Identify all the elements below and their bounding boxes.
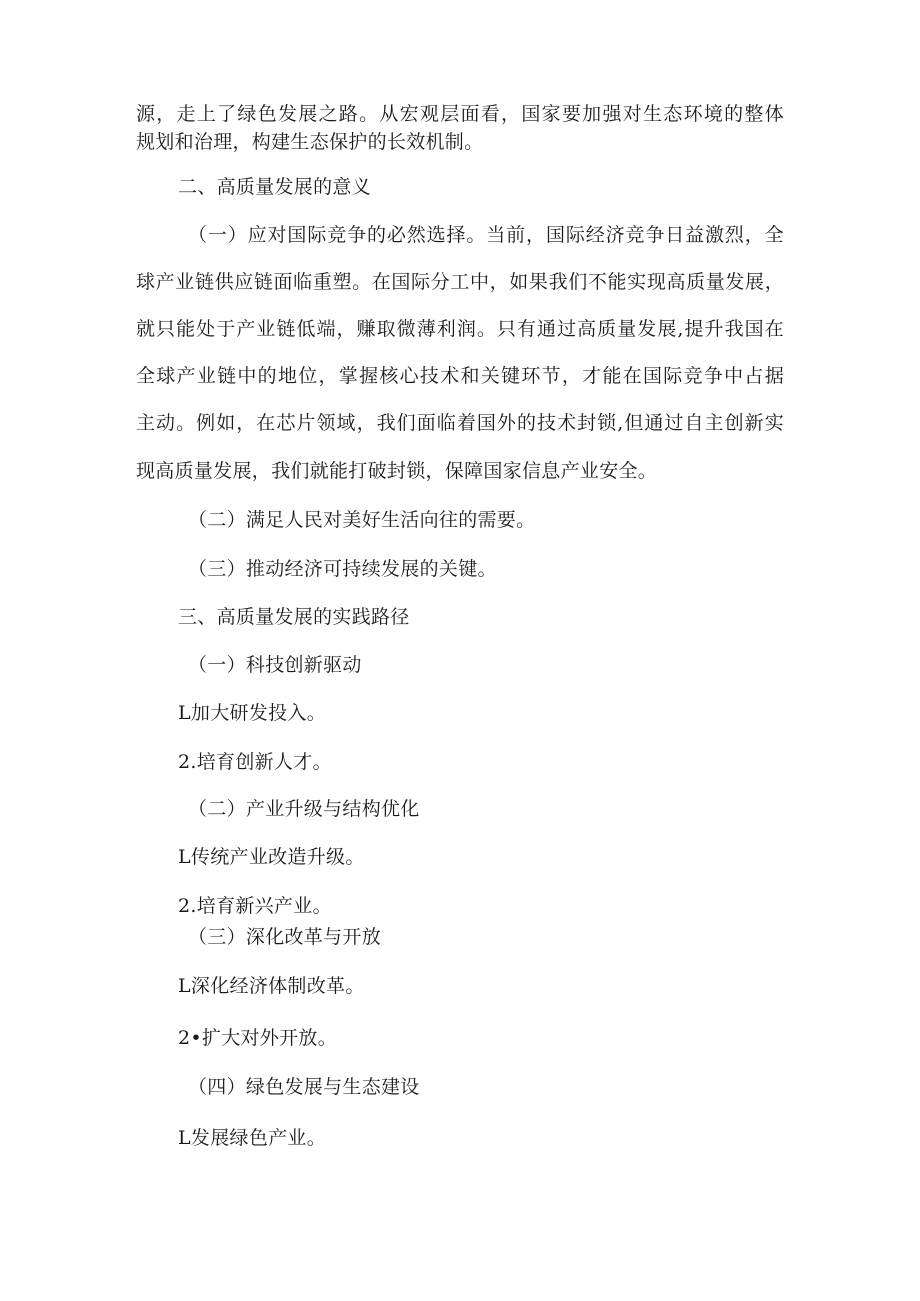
section2-heading: 二、高质量发展的意义 <box>178 176 372 198</box>
intro-line-1: 源，走上了绿色发展之路。从宏观层面看，国家要加强对生态环境的整体 <box>136 103 784 125</box>
section3-sub2-title: （二）产业升级与结构优化 <box>188 798 420 820</box>
section2-item1-line-5: 主动。例如，在芯片领域，我们面临着国外的技术封锁,但通过自主创新实 <box>136 412 784 434</box>
section3-sub2-point2: 2.培育新兴产业。 <box>178 895 332 917</box>
section2-item2: （二）满足人民对美好生活向往的需要。 <box>188 509 536 531</box>
section3-sub2-point1: L传统产业改造升级。 <box>178 846 365 868</box>
section2-item1-line-4: 全球产业链中的地位，掌握核心技术和关键环节，才能在国际竞争中占据 <box>136 365 784 387</box>
section3-sub3-title: （三）深化改革与开放 <box>188 926 382 948</box>
section3-sub3-point1: L深化经济体制改革。 <box>178 975 365 997</box>
section2-item1-line-2: 球产业链供应链面临重塑。在国际分工中，如果我们不能实现高质量发展， <box>136 271 784 293</box>
intro-line-2: 规划和治理，构建生态保护的长效机制。 <box>136 131 484 153</box>
section3-sub3-point2: 2•扩大对外开放。 <box>178 1027 337 1049</box>
section3-sub1-point1: L加大研发投入。 <box>178 702 327 724</box>
section2-item3: （三）推动经济可持续发展的关键。 <box>188 558 497 580</box>
section3-sub1-point2: 2.培育创新人才。 <box>178 751 332 773</box>
section2-item1-line-3: 就只能处于产业链低端，赚取微薄利润。只有通过高质量发展,提升我国在 <box>136 318 784 340</box>
section3-heading: 三、高质量发展的实践路径 <box>178 606 410 628</box>
section2-item1-line-1: （一）应对国际竞争的必然选择。当前，国际经济竞争日益激烈，全 <box>188 224 784 246</box>
section2-item1-line-6: 现高质量发展，我们就能打破封锁，保障国家信息产业安全。 <box>136 460 658 482</box>
section3-sub1-title: （一）科技创新驱动 <box>188 654 362 676</box>
section3-sub4-point1: L发展绿色产业。 <box>178 1127 327 1149</box>
section3-sub4-title: （四）绿色发展与生态建设 <box>188 1076 420 1098</box>
